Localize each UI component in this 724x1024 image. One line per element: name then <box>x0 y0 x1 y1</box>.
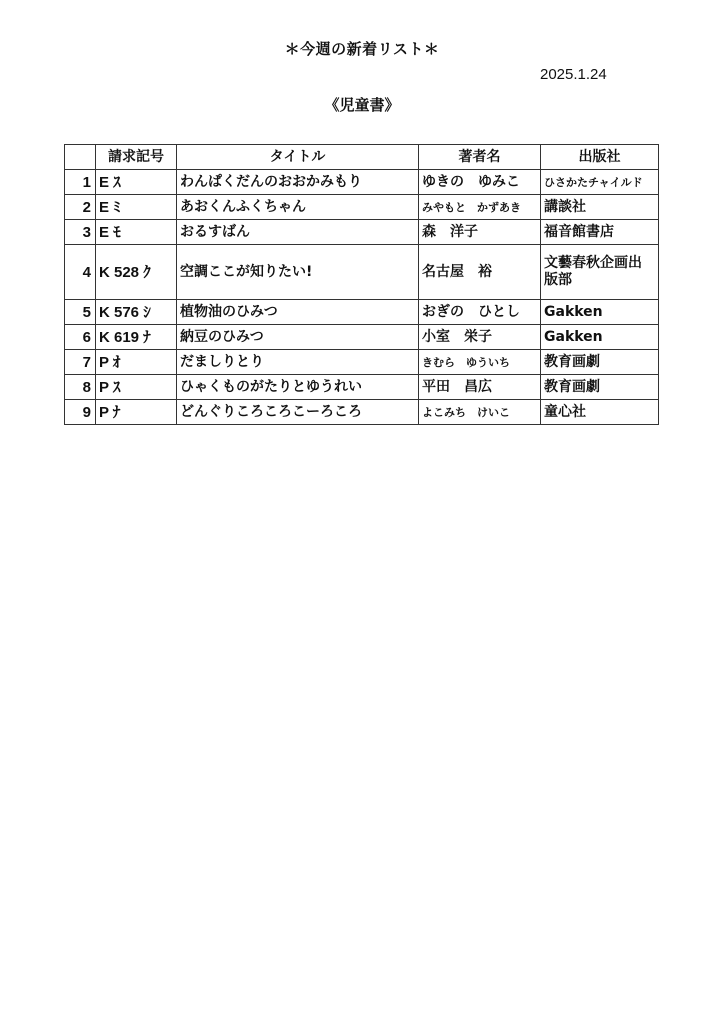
row-number: 3 <box>65 220 96 245</box>
new-arrivals-table <box>64 144 659 425</box>
table-row <box>65 195 659 220</box>
row-title: 植物油のひみつ <box>177 300 419 325</box>
row-call-number: K 576 ｼ <box>96 300 177 325</box>
row-number: 5 <box>65 300 96 325</box>
row-publisher: 講談社 <box>541 195 659 220</box>
list-date: 2025.1.24 <box>540 66 607 83</box>
row-number: 9 <box>65 400 96 425</box>
row-title: おるすばん <box>177 220 419 245</box>
section-heading: 《児童書》 <box>324 96 400 114</box>
row-call-number: E ｽ <box>96 170 177 195</box>
row-title: どんぐりころころこーろころ <box>177 400 419 425</box>
row-publisher: ひさかたチャイルド <box>541 170 659 195</box>
row-call-number: P ﾅ <box>96 400 177 425</box>
row-call-number: K 619 ﾅ <box>96 325 177 350</box>
row-publisher: Gakken <box>541 300 659 325</box>
row-publisher: 教育画劇 <box>541 350 659 375</box>
row-author: きむら ゆういち <box>419 350 541 375</box>
row-title: あおくんふくちゃん <box>177 195 419 220</box>
header-author: 著者名 <box>419 145 541 170</box>
row-author: 森 洋子 <box>419 220 541 245</box>
row-author: 平田 昌広 <box>419 375 541 400</box>
table-row <box>65 170 659 195</box>
table-header-row <box>65 145 659 170</box>
row-publisher: 福音館書店 <box>541 220 659 245</box>
table-row <box>65 350 659 375</box>
table-row <box>65 220 659 245</box>
row-title: 納豆のひみつ <box>177 325 419 350</box>
row-call-number: E ﾓ <box>96 220 177 245</box>
row-author: ゆきの ゆみこ <box>419 170 541 195</box>
header-publisher: 出版社 <box>541 145 659 170</box>
row-title: ひゃくものがたりとゆうれい <box>177 375 419 400</box>
row-number: 1 <box>65 170 96 195</box>
row-author: 名古屋 裕 <box>419 245 541 300</box>
row-author: よこみち けいこ <box>419 400 541 425</box>
row-author: みやもと かずあき <box>419 195 541 220</box>
row-number: 4 <box>65 245 96 300</box>
header-number <box>65 145 96 170</box>
row-title: 空調ここが知りたい! <box>177 245 419 300</box>
table-row <box>65 245 659 300</box>
row-publisher: 教育画劇 <box>541 375 659 400</box>
table-row <box>65 400 659 425</box>
table-row <box>65 375 659 400</box>
row-call-number: P ｵ <box>96 350 177 375</box>
header-call-number: 請求記号 <box>96 145 177 170</box>
page-title: ＊今週の新着リスト＊ <box>284 40 440 58</box>
row-number: 2 <box>65 195 96 220</box>
row-call-number: P ｽ <box>96 375 177 400</box>
row-number: 8 <box>65 375 96 400</box>
row-title: わんぱくだんのおおかみもり <box>177 170 419 195</box>
row-publisher: 童心社 <box>541 400 659 425</box>
header-title: タイトル <box>177 145 419 170</box>
row-author: おぎの ひとし <box>419 300 541 325</box>
table-row <box>65 300 659 325</box>
row-number: 7 <box>65 350 96 375</box>
row-publisher: 文藝春秋企画出版部 <box>541 245 659 300</box>
row-call-number: K 528 ｸ <box>96 245 177 300</box>
row-author: 小室 栄子 <box>419 325 541 350</box>
row-title: だましりとり <box>177 350 419 375</box>
row-publisher: Gakken <box>541 325 659 350</box>
table-row <box>65 325 659 350</box>
row-call-number: E ﾐ <box>96 195 177 220</box>
row-number: 6 <box>65 325 96 350</box>
